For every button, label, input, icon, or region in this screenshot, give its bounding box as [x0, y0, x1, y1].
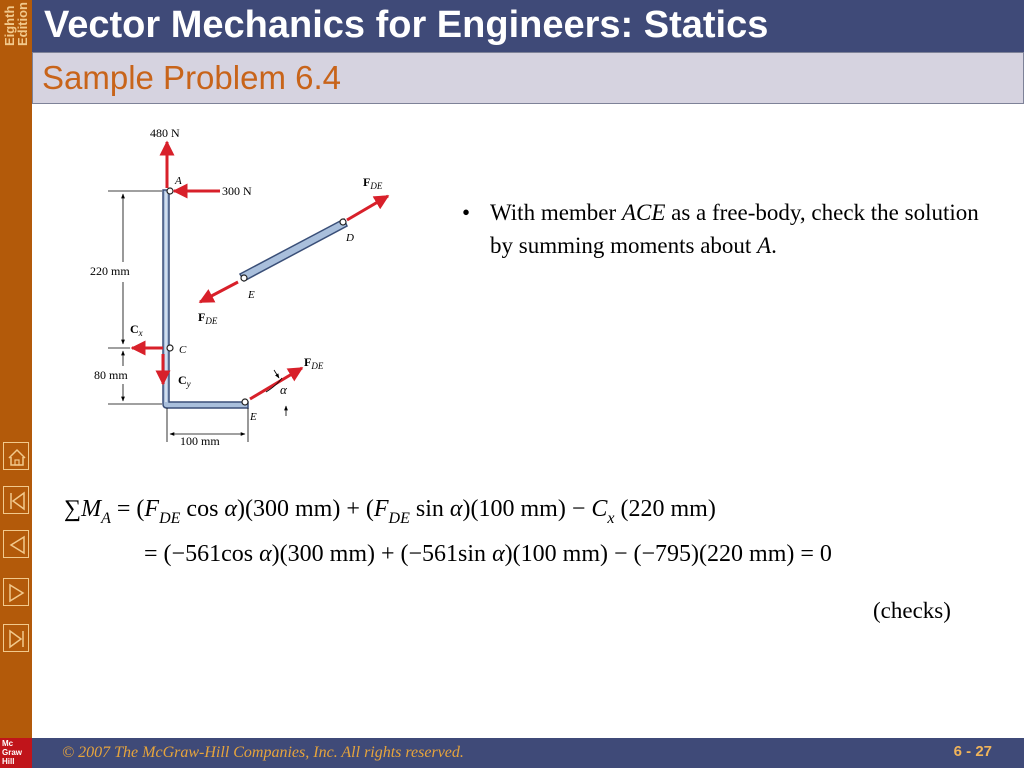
home-button[interactable] [3, 442, 29, 470]
label-100mm: 100 mm [180, 434, 220, 448]
pin-e-lower [242, 399, 248, 405]
label-fde-lower: $F_{DE}$ [304, 355, 324, 371]
home-icon [4, 443, 30, 471]
first-slide-button[interactable] [3, 486, 29, 514]
edition-text: Eighth Edition [2, 2, 30, 47]
previous-slide-button[interactable] [3, 530, 29, 558]
pin-d [340, 219, 346, 225]
pin-a [167, 188, 173, 194]
label-point-c: C [179, 344, 187, 356]
sidebar [0, 0, 32, 768]
checks-note: (checks) [873, 598, 951, 623]
last-slide-button[interactable] [3, 624, 29, 652]
moment-equation [64, 490, 964, 587]
equation-line-2: = (−561cos α)(300 mm) + (−561sin α)(100 mm) − (−795)(220 mm) = 0 [144, 541, 832, 567]
label-cx: $C_x$ [130, 322, 143, 338]
previous-slide-icon [4, 531, 30, 559]
footer-bar [32, 738, 1024, 768]
label-220mm: 220 mm [90, 264, 130, 278]
last-slide-icon [4, 625, 30, 653]
label-point-e-lower: E [250, 411, 257, 423]
label-point-a: A [175, 175, 182, 187]
next-slide-icon [4, 579, 30, 607]
edition-label [2, 2, 30, 62]
equation-line-1: $\sum M_A = (F_{DE}$ cos α)(300 $mm) + (F_{DE}$ sin α)(100 $mm) - C_x$ (220 mm) [64, 496, 716, 527]
subtitle-bar [32, 52, 1024, 104]
member-de [240, 219, 347, 281]
force-fde-d-arrow [347, 196, 388, 220]
slide-title: Vector Mechanics for Engineers: Statics [44, 4, 769, 46]
label-300n: 300 N [222, 184, 252, 198]
label-480n: 480 N [150, 126, 180, 140]
label-80mm: 80 mm [94, 368, 128, 382]
label-fde-d: $F_{DE}$ [363, 175, 383, 191]
title-bar [32, 0, 1024, 52]
next-slide-button[interactable] [3, 578, 29, 606]
label-fde-e: $F_{DE}$ [198, 310, 218, 326]
pin-e-upper [241, 275, 247, 281]
bullet-text: With member ACE as a free-body, check the solution by summing moments about A. [490, 200, 979, 258]
pin-c [167, 345, 173, 351]
page-number: 6 - 27 [953, 743, 992, 760]
copyright-text: © 2007 The McGraw-Hill Companies, Inc. All rights reserved. [62, 744, 464, 761]
label-alpha: α [280, 382, 287, 397]
label-point-e-upper: E [248, 289, 255, 301]
bullet-dot: • [462, 200, 471, 225]
label-cy: $C_y$ [178, 373, 191, 389]
first-slide-icon [4, 487, 30, 515]
force-fde-e-arrow [200, 282, 238, 302]
slide-subtitle: Sample Problem 6.4 [42, 59, 341, 96]
mcgraw-hill-logo: Mc Graw Hill [0, 738, 32, 768]
label-point-d: D [346, 232, 354, 244]
free-body-diagram [70, 122, 420, 458]
